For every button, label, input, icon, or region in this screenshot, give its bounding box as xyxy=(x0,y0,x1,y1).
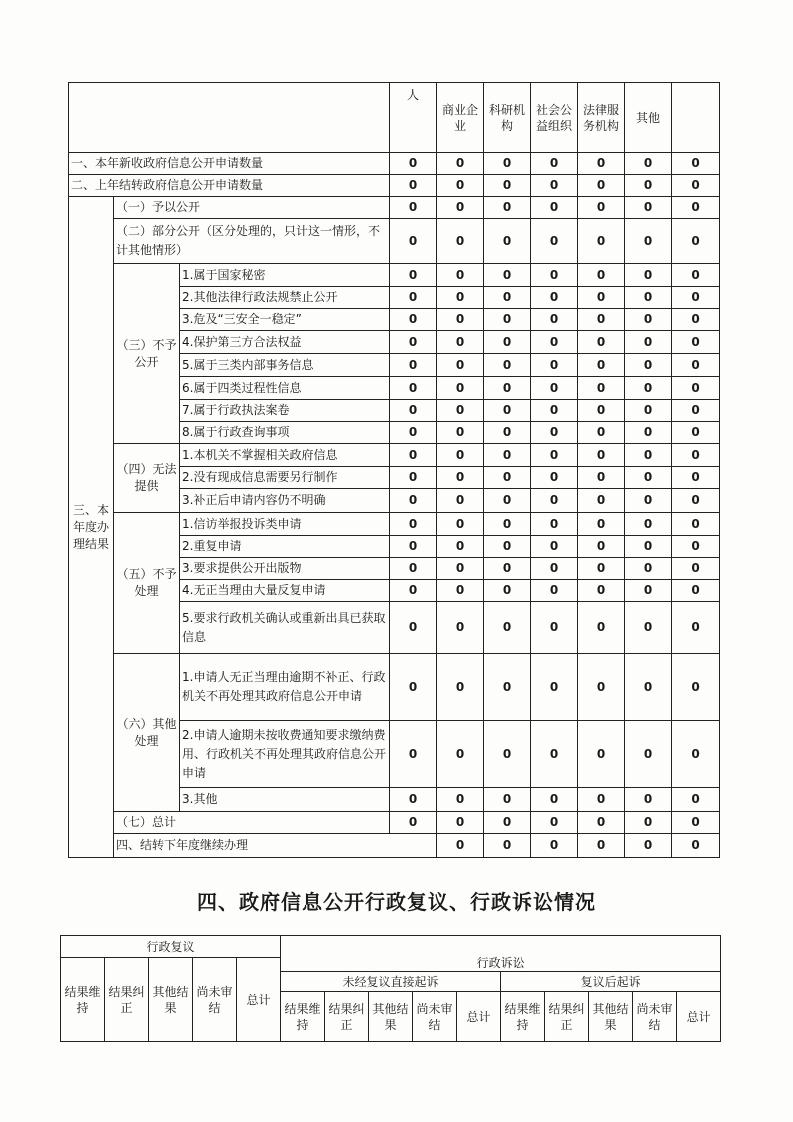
cell-value: 0 xyxy=(437,287,484,309)
cell-value: 0 xyxy=(484,400,531,422)
cell-value: 0 xyxy=(484,467,531,489)
group-label: 三、本年度办理结果 xyxy=(69,197,114,858)
cell-value: 0 xyxy=(578,489,625,513)
col-header: 其他 xyxy=(625,83,672,153)
cell-value: 0 xyxy=(672,467,720,489)
table-row xyxy=(69,264,720,287)
cell-value: 0 xyxy=(625,788,672,812)
cell-value: 0 xyxy=(531,654,578,721)
cell-value: 0 xyxy=(578,513,625,536)
cell-value: 0 xyxy=(437,197,484,219)
cell-value: 0 xyxy=(390,331,437,354)
cell-value: 0 xyxy=(625,834,672,858)
cell-value: 0 xyxy=(625,153,672,175)
cell-value: 0 xyxy=(625,422,672,444)
row-label: 7.属于行政执法案卷 xyxy=(180,400,390,422)
cell-value: 0 xyxy=(625,536,672,558)
cell-value: 0 xyxy=(390,721,437,788)
cell-value: 0 xyxy=(672,580,720,602)
row-label: 四、结转下年度继续办理 xyxy=(114,834,437,858)
cell-value: 0 xyxy=(484,197,531,219)
admin-review-header: 行政复议 xyxy=(61,936,281,958)
cell-value: 0 xyxy=(484,489,531,513)
cell-value: 0 xyxy=(625,580,672,602)
col-header: 尚未审结 xyxy=(413,992,457,1042)
cell-value: 0 xyxy=(672,400,720,422)
cell-value: 0 xyxy=(625,489,672,513)
cell-value: 0 xyxy=(531,489,578,513)
cell-value: 0 xyxy=(625,354,672,377)
cell-value: 0 xyxy=(578,331,625,354)
cell-value: 0 xyxy=(437,489,484,513)
cell-value: 0 xyxy=(484,377,531,400)
cell-value: 0 xyxy=(531,175,578,197)
row-label: 二、上年结转政府信息公开申请数量 xyxy=(69,175,390,197)
row-label: 5.属于三类内部事务信息 xyxy=(180,354,390,377)
table-row xyxy=(69,219,720,264)
cell-value: 0 xyxy=(390,422,437,444)
row-label: 6.属于四类过程性信息 xyxy=(180,377,390,400)
cell-value: 0 xyxy=(672,536,720,558)
cell-value: 0 xyxy=(484,287,531,309)
cell-value: 0 xyxy=(625,602,672,654)
cell-value: 0 xyxy=(531,536,578,558)
cell-value: 0 xyxy=(672,153,720,175)
cell-value: 0 xyxy=(672,444,720,467)
cell-value: 0 xyxy=(484,812,531,834)
review-litigation-table xyxy=(60,935,721,1042)
row-label: 3.其他 xyxy=(180,788,390,812)
row-label: 4.无正当理由大量反复申请 xyxy=(180,580,390,602)
cell-value: 0 xyxy=(531,812,578,834)
cell-value: 0 xyxy=(531,602,578,654)
cell-value: 0 xyxy=(437,558,484,580)
cell-value: 0 xyxy=(625,219,672,264)
cell-value: 0 xyxy=(625,197,672,219)
cell-value: 0 xyxy=(672,513,720,536)
cell-value: 0 xyxy=(531,264,578,287)
cell-value: 0 xyxy=(531,377,578,400)
cell-value: 0 xyxy=(672,721,720,788)
cell-value: 0 xyxy=(578,175,625,197)
table-row xyxy=(69,654,720,721)
header-blank-cell xyxy=(69,83,390,153)
cell-value: 0 xyxy=(578,422,625,444)
row-label: 2.其他法律行政法规禁止公开 xyxy=(180,287,390,309)
table-row xyxy=(69,153,720,175)
row-label: 1.申请人无正当理由逾期不补正、行政机关不再处理其政府信息公开申请 xyxy=(180,654,390,721)
row-label: 5.要求行政机关确认或重新出具已获取信息 xyxy=(180,602,390,654)
direct-suit-header: 未经复议直接起诉 xyxy=(281,972,501,992)
cell-value: 0 xyxy=(578,467,625,489)
cell-value: 0 xyxy=(484,721,531,788)
cell-value: 0 xyxy=(672,197,720,219)
cell-value: 0 xyxy=(390,400,437,422)
cell-value: 0 xyxy=(484,580,531,602)
cell-value: 0 xyxy=(484,654,531,721)
cell-value: 0 xyxy=(484,153,531,175)
col-header: 商业企业 xyxy=(437,83,484,153)
cell-value: 0 xyxy=(578,721,625,788)
row-label: （七）总计 xyxy=(114,812,390,834)
cell-value: 0 xyxy=(390,175,437,197)
table-row xyxy=(69,513,720,536)
cell-value: 0 xyxy=(672,788,720,812)
cell-value: 0 xyxy=(531,197,578,219)
col-header: 科研机构 xyxy=(484,83,531,153)
cell-value: 0 xyxy=(625,467,672,489)
cell-value: 0 xyxy=(484,422,531,444)
row-label: 2.重复申请 xyxy=(180,536,390,558)
table-row xyxy=(69,834,720,858)
cell-value: 0 xyxy=(672,354,720,377)
cell-value: 0 xyxy=(625,444,672,467)
table-row xyxy=(69,444,720,467)
header-row xyxy=(69,83,720,153)
col-header: 结果纠正 xyxy=(325,992,369,1042)
cell-value: 0 xyxy=(390,788,437,812)
cell-value: 0 xyxy=(672,602,720,654)
cell-value: 0 xyxy=(484,834,531,858)
cell-value: 0 xyxy=(390,287,437,309)
cell-value: 0 xyxy=(390,354,437,377)
cell-value: 0 xyxy=(578,812,625,834)
cell-value: 0 xyxy=(437,444,484,467)
row-label: 3.要求提供公开出版物 xyxy=(180,558,390,580)
cell-value: 0 xyxy=(625,264,672,287)
cell-value: 0 xyxy=(672,377,720,400)
cell-value: 0 xyxy=(437,331,484,354)
row-label: 2.申请人逾期未按收费通知要求缴纳费用、行政机关不再处理其政府信息公开申请 xyxy=(180,721,390,788)
cell-value: 0 xyxy=(390,812,437,834)
cell-value: 0 xyxy=(625,309,672,331)
col-header: 尚未审结 xyxy=(193,958,237,1042)
cell-value: 0 xyxy=(578,400,625,422)
cell-value: 0 xyxy=(625,287,672,309)
cell-value: 0 xyxy=(672,331,720,354)
row-label: （二）部分公开（区分处理的，只计这一情形，不计其他情形） xyxy=(114,219,390,264)
cell-value: 0 xyxy=(672,489,720,513)
cell-value: 0 xyxy=(390,219,437,264)
cell-value: 0 xyxy=(625,812,672,834)
disclosure-stats-table xyxy=(68,82,720,858)
row-label: 3.危及“三安全一稳定” xyxy=(180,309,390,331)
cell-value: 0 xyxy=(437,422,484,444)
cell-value: 0 xyxy=(484,536,531,558)
cell-value: 0 xyxy=(625,558,672,580)
row-label: （一）予以公开 xyxy=(114,197,390,219)
cell-value: 0 xyxy=(625,331,672,354)
cell-value: 0 xyxy=(437,788,484,812)
col-header: 结果纠正 xyxy=(545,992,589,1042)
cell-value: 0 xyxy=(672,264,720,287)
cell-value: 0 xyxy=(390,153,437,175)
cell-value: 0 xyxy=(578,444,625,467)
col-header: 结果维持 xyxy=(281,992,325,1042)
cell-value: 0 xyxy=(531,788,578,812)
cell-value: 0 xyxy=(390,444,437,467)
cell-value: 0 xyxy=(672,175,720,197)
cell-value: 0 xyxy=(578,788,625,812)
row-label: 4.保护第三方合法权益 xyxy=(180,331,390,354)
col-header: 社会公益组织 xyxy=(531,83,578,153)
cell-value: 0 xyxy=(578,834,625,858)
subgroup-label: （五）不予处理 xyxy=(114,513,180,654)
cell-value: 0 xyxy=(531,309,578,331)
col-header: 其他结果 xyxy=(369,992,413,1042)
cell-value: 0 xyxy=(390,580,437,602)
cell-value: 0 xyxy=(625,175,672,197)
cell-value: 0 xyxy=(484,309,531,331)
cell-value: 0 xyxy=(484,264,531,287)
row-label: 1.本机关不掌握相关政府信息 xyxy=(180,444,390,467)
col-header: 总计 xyxy=(677,992,721,1042)
row-label: 1.属于国家秘密 xyxy=(180,264,390,287)
cell-value: 0 xyxy=(625,654,672,721)
row-label: 2.没有现成信息需要另行制作 xyxy=(180,467,390,489)
admin-litigation-header: 行政诉讼 xyxy=(281,936,721,972)
cell-value: 0 xyxy=(437,602,484,654)
cell-value: 0 xyxy=(578,580,625,602)
cell-value: 0 xyxy=(437,309,484,331)
cell-value: 0 xyxy=(437,153,484,175)
cell-value: 0 xyxy=(390,264,437,287)
cell-value: 0 xyxy=(578,309,625,331)
col-header: 总计 xyxy=(457,992,501,1042)
cell-value: 0 xyxy=(484,444,531,467)
cell-value: 0 xyxy=(484,513,531,536)
col-header: 其他结果 xyxy=(589,992,633,1042)
after-review-header: 复议后起诉 xyxy=(501,972,721,992)
table-row xyxy=(69,812,720,834)
cell-value: 0 xyxy=(437,400,484,422)
cell-value: 0 xyxy=(625,377,672,400)
cell-value: 0 xyxy=(531,354,578,377)
col-header xyxy=(672,83,720,153)
cell-value: 0 xyxy=(484,788,531,812)
cell-value: 0 xyxy=(578,287,625,309)
cell-value: 0 xyxy=(531,331,578,354)
cell-value: 0 xyxy=(390,654,437,721)
cell-value: 0 xyxy=(672,558,720,580)
cell-value: 0 xyxy=(578,654,625,721)
cell-value: 0 xyxy=(625,513,672,536)
subgroup-label: （六）其他处理 xyxy=(114,654,180,812)
cell-value: 0 xyxy=(578,354,625,377)
cell-value: 0 xyxy=(390,602,437,654)
cell-value: 0 xyxy=(531,400,578,422)
cell-value: 0 xyxy=(625,400,672,422)
col-header: 结果纠正 xyxy=(105,958,149,1042)
cell-value: 0 xyxy=(484,602,531,654)
cell-value: 0 xyxy=(484,331,531,354)
row-label: 8.属于行政查询事项 xyxy=(180,422,390,444)
cell-value: 0 xyxy=(437,536,484,558)
cell-value: 0 xyxy=(531,422,578,444)
cell-value: 0 xyxy=(531,834,578,858)
section-title: 四、政府信息公开行政复议、行政诉讼情况 xyxy=(197,890,596,914)
cell-value: 0 xyxy=(437,721,484,788)
cell-value: 0 xyxy=(531,513,578,536)
cell-value: 0 xyxy=(437,175,484,197)
cell-value: 0 xyxy=(390,467,437,489)
cell-value: 0 xyxy=(578,377,625,400)
cell-value: 0 xyxy=(672,812,720,834)
col-header: 其他结果 xyxy=(149,958,193,1042)
cell-value: 0 xyxy=(531,444,578,467)
cell-value: 0 xyxy=(578,219,625,264)
cell-value: 0 xyxy=(625,721,672,788)
cell-value: 0 xyxy=(437,812,484,834)
table-row xyxy=(69,197,720,219)
cell-value: 0 xyxy=(531,558,578,580)
cell-value: 0 xyxy=(437,467,484,489)
cell-value: 0 xyxy=(390,513,437,536)
col-header: 总计 xyxy=(237,958,281,1042)
cell-value: 0 xyxy=(390,558,437,580)
cell-value: 0 xyxy=(531,287,578,309)
cell-value: 0 xyxy=(672,422,720,444)
cell-value: 0 xyxy=(437,219,484,264)
cell-value: 0 xyxy=(484,558,531,580)
cell-value: 0 xyxy=(531,467,578,489)
cell-value: 0 xyxy=(578,264,625,287)
cell-value: 0 xyxy=(437,513,484,536)
cell-value: 0 xyxy=(672,654,720,721)
col-header: 尚未审结 xyxy=(633,992,677,1042)
col-header: 法律服务机构 xyxy=(578,83,625,153)
cell-value: 0 xyxy=(437,654,484,721)
col-header: 结果维持 xyxy=(61,958,105,1042)
cell-value: 0 xyxy=(390,377,437,400)
cell-value: 0 xyxy=(531,219,578,264)
table-row xyxy=(69,175,720,197)
col-header: 人 xyxy=(390,83,437,153)
cell-value: 0 xyxy=(578,536,625,558)
cell-value: 0 xyxy=(437,264,484,287)
cell-value: 0 xyxy=(390,197,437,219)
cell-value: 0 xyxy=(390,489,437,513)
cell-value: 0 xyxy=(531,153,578,175)
col-header: 结果维持 xyxy=(501,992,545,1042)
cell-value: 0 xyxy=(672,287,720,309)
cell-value: 0 xyxy=(437,580,484,602)
cell-value: 0 xyxy=(578,602,625,654)
cell-value: 0 xyxy=(578,558,625,580)
cell-value: 0 xyxy=(484,354,531,377)
cell-value: 0 xyxy=(484,219,531,264)
subgroup-label: （三）不予公开 xyxy=(114,264,180,444)
cell-value: 0 xyxy=(672,309,720,331)
row-label: 一、本年新收政府信息公开申请数量 xyxy=(69,153,390,175)
cell-value: 0 xyxy=(578,153,625,175)
row-label: 3.补正后申请内容仍不明确 xyxy=(180,489,390,513)
cell-value: 0 xyxy=(672,219,720,264)
cell-value: 0 xyxy=(437,354,484,377)
cell-value: 0 xyxy=(578,197,625,219)
cell-value: 0 xyxy=(390,536,437,558)
cell-value: 0 xyxy=(672,834,720,858)
cell-value: 0 xyxy=(437,377,484,400)
cell-value: 0 xyxy=(531,580,578,602)
cell-value: 0 xyxy=(484,175,531,197)
subgroup-label: （四）无法提供 xyxy=(114,444,180,513)
cell-value: 0 xyxy=(531,721,578,788)
cell-value: 0 xyxy=(390,309,437,331)
row-label: 1.信访举报投诉类申请 xyxy=(180,513,390,536)
cell-value: 0 xyxy=(437,834,484,858)
